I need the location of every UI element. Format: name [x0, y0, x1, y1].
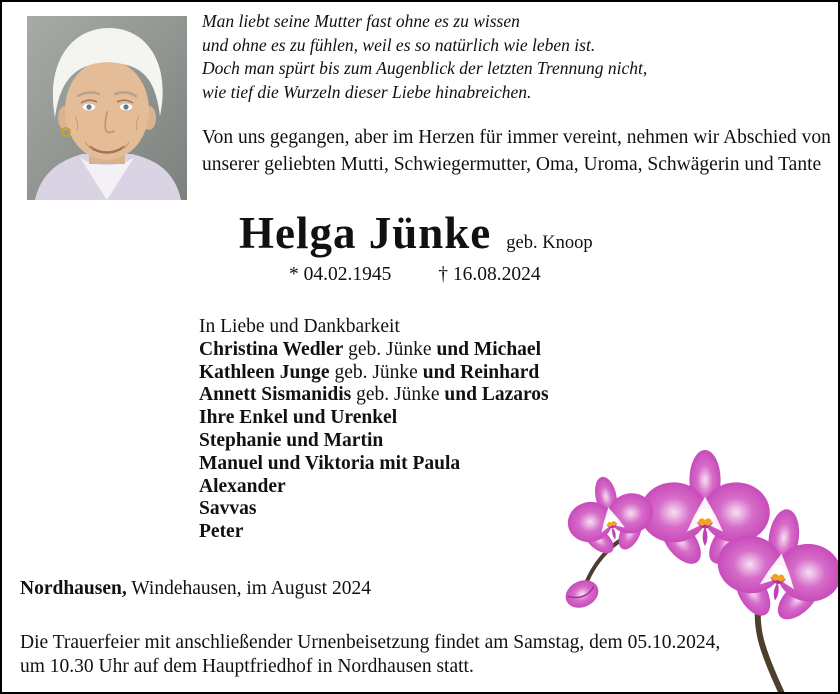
deceased-name: Helga Jünke: [239, 208, 492, 258]
deceased-name-row: [239, 207, 593, 259]
mourners-intro: In Liebe und Dankbarkeit: [199, 316, 400, 337]
orchid-decoration: [555, 446, 840, 694]
mourner-line: Kathleen Junge geb. Jünke und Reinhard: [199, 361, 540, 383]
poem-line: Man liebt seine Mutter fast ohne es zu wissen: [202, 11, 520, 31]
poem-line: Doch man spürt bis zum Augenblick der letzten Trennung nicht,: [202, 58, 648, 78]
mourner-line: Christina Wedler geb. Jünke und Michael: [199, 338, 541, 360]
place-date-line: [20, 578, 371, 600]
mourners-block: [199, 316, 549, 544]
funeral-line: Die Trauerfeier mit anschließender Urnenbeisetzung findet am Samstag, dem 05.10.2024,: [20, 632, 721, 653]
life-dates: [289, 264, 541, 286]
death-date: † 16.08.2024: [438, 264, 541, 285]
mourner-line: Annett Sismanidis geb. Jünke und Lazaros: [199, 384, 549, 406]
memorial-poem: [202, 10, 647, 104]
deceased-portrait-photo: [27, 16, 187, 200]
mourner-line: Alexander: [199, 475, 286, 497]
funeral-line: um 10.30 Uhr auf dem Hauptfriedhof in Nordhausen statt.: [20, 656, 474, 677]
mourner-line: Stephanie und Martin: [199, 429, 384, 451]
mourner-line: Savvas: [199, 498, 257, 520]
poem-line: wie tief die Wurzeln dieser Liebe hinabreichen.: [202, 81, 532, 102]
poem-line: und ohne es zu fühlen, weil es so natürlich wie leben ist.: [202, 34, 596, 55]
city-name: Nordhausen,: [20, 578, 127, 599]
mourner-line: Peter: [199, 521, 244, 543]
portrait-illustration: [27, 16, 187, 200]
farewell-line: unserer geliebten Mutti, Schwiegermutter, Oma, Uroma, Schwägerin und Tante: [202, 154, 822, 175]
mourner-line: Manuel und Viktoria mit Paula: [199, 452, 461, 474]
farewell-text: [202, 124, 831, 178]
maiden-name: geb. Knoop: [506, 233, 593, 253]
orchid-branch-illustration: [555, 446, 840, 694]
mourners-list: [199, 339, 549, 544]
mourner-line: Ihre Enkel und Urenkel: [199, 407, 398, 429]
farewell-line: Von uns gegangen, aber im Herzen für immer vereint, nehmen wir Abschied von: [202, 127, 831, 148]
place-date-rest: Windehausen, im August 2024: [126, 578, 371, 599]
birth-date: * 04.02.1945: [289, 264, 392, 285]
